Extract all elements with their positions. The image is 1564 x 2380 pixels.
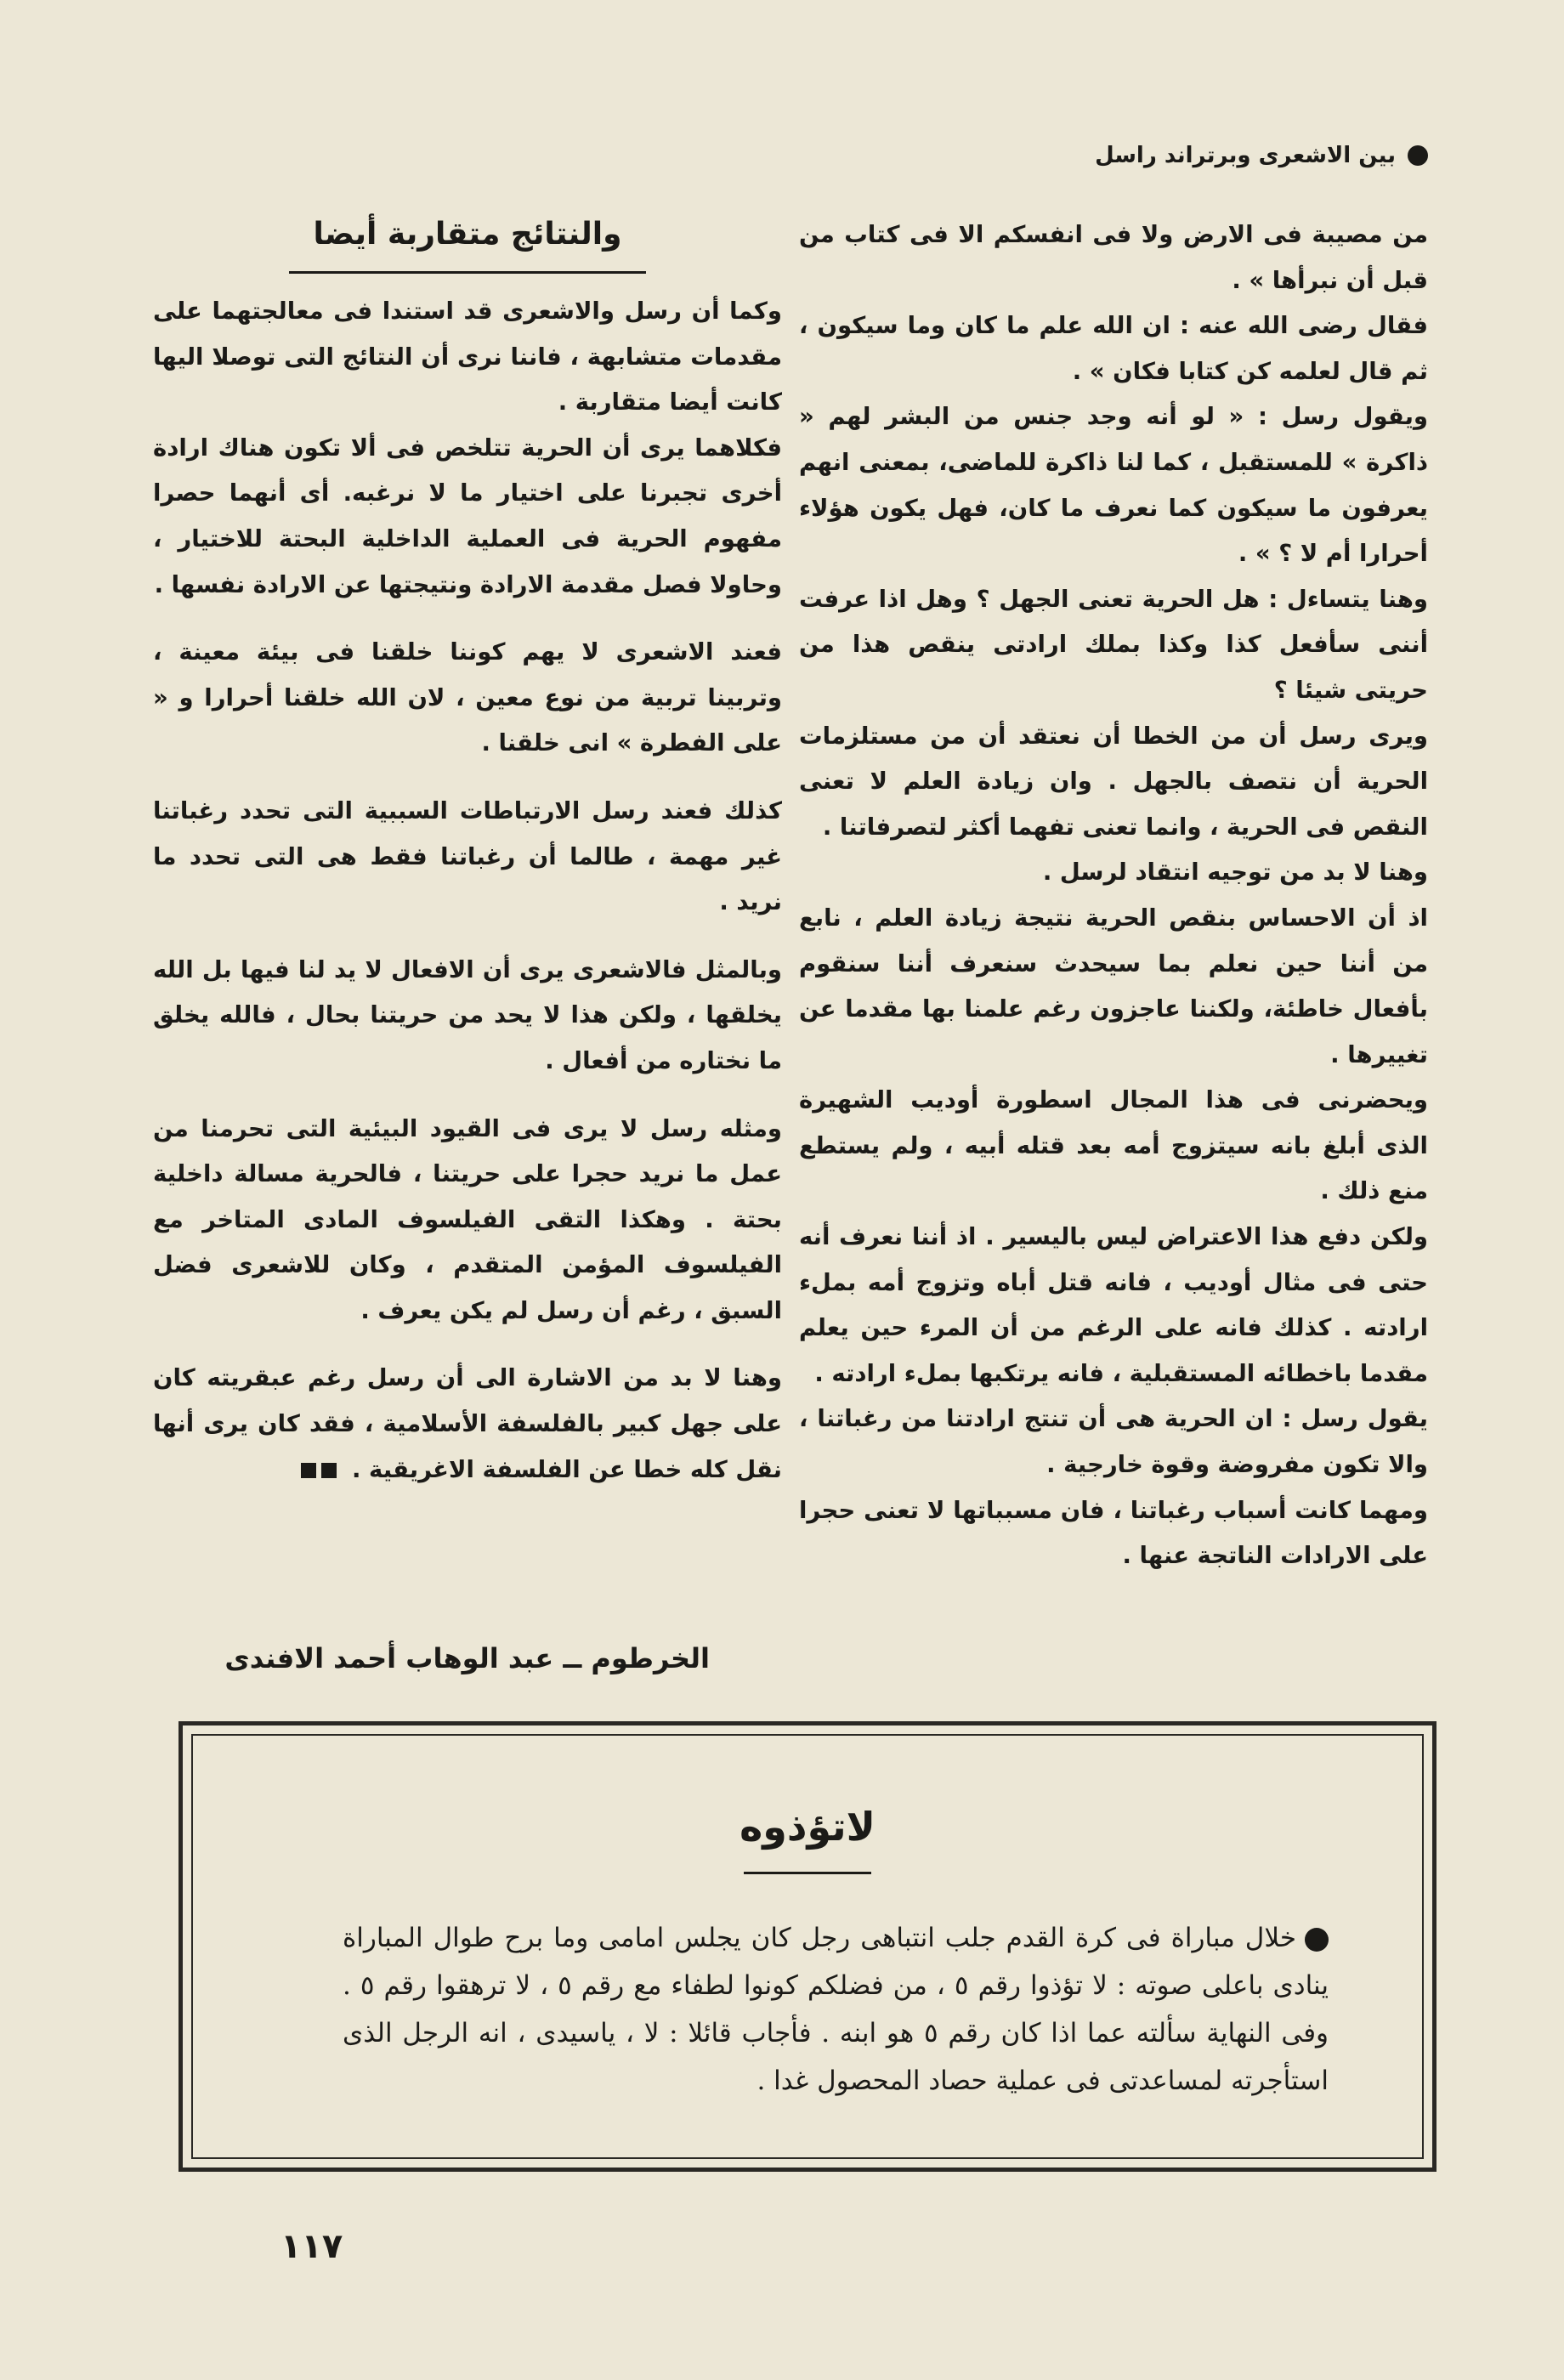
heading-underline <box>289 269 646 274</box>
paragraph: يقول رسل : ان الحرية هى أن تنتج ارادتنا من رغباتنا ، والا تكون مفروضة وقوة خارجية . <box>799 1405 1428 1479</box>
paragraph: وكما أن رسل والاشعرى قد استندا فى معالجتهما على مقدمات متشابهة ، فاننا نرى أن النتائج التى توصلا اليها كانت أيضا متقاربة . <box>153 298 782 416</box>
paragraph: ومثله رسل لا يرى فى القيود البيئية التى تحرمنا من عمل ما نريد حجرا على حريتنا ، فالحرية مسالة داخلية بحتة . وهكذا التقى الفيلسوف المادى المتاخر مع الفيلسوف المؤمن المتقدم ، وكان للاشعرى فضل السبق ، رغم أن رسل لم يكن يعرف . <box>153 1114 782 1324</box>
end-mark-icon <box>301 1463 337 1478</box>
anecdote-text-block <box>343 1914 1329 2105</box>
paragraph: وهنا لا بد من توجيه انتقاد لرسل . <box>1042 858 1428 887</box>
running-head <box>1095 143 1428 168</box>
paragraph: وهنا يتساءل : هل الحرية تعنى الجهل ؟ وهل اذا عرفت أننى سأفعل كذا وكذا بملك ارادتى ينقص هذا من حريتى شيئا ؟ <box>799 585 1428 704</box>
paragraph-last <box>153 1356 782 1493</box>
anecdote-text: خلال مباراة فى كرة القدم جلب انتباهى رجل كان يجلس امامى وما برح طوال المباراة ينادى باعلى صوته : لا تؤذوا رقم ٥ ، من فضلكم كونوا لطفاء مع رقم ٥ ، لا ترهقوا رقم ٥ . وفى النهاية سألته عما اذا كان رقم ٥ هو ابنه . فأجاب قائلا : لا ، ياسيدى ، انه الرجل الذى استأجرته لمساعدتى فى عملية حصاد المحصول غدا . <box>343 1923 1329 2096</box>
paragraph: ويقول رسل : « لو أنه وجد جنس من البشر لهم « ذاكرة » للمستقبل ، كما لنا ذاكرة للماضى، بمعنى انهم يعرفون ما سيكون كما نعرف ما كان، فهل يكون هؤلاء أحرارا أم لا ؟ » . <box>799 403 1428 568</box>
title-underline <box>744 1872 871 1874</box>
paragraph-text: وهنا لا بد من الاشارة الى أن رسل رغم عبقريته كان على جهل كبير بالفلسفة الأسلامية ، فقد كان يرى أنها نقل كله خطا عن الفلسفة الاغريقية . <box>153 1364 782 1483</box>
anecdote-box-inner <box>191 1734 1424 2159</box>
paragraph: وبالمثل فالاشعرى يرى أن الافعال لا يد لنا فيها بل الله يخلقها ، ولكن هذا لا يحد من حريتنا بحال ، فالله يخلق ما نختاره من أفعال . <box>153 955 782 1074</box>
paragraph: فعند الاشعرى لا يهم كوننا خلقنا فى بيئة معينة ، وتربينا تربية من نوع معين ، لان الله خلقنا أحرارا و « على الفطرة » انى خلقنا . <box>153 638 782 757</box>
paragraph: من مصيبة فى الارض ولا فى انفسكم الا فى كتاب من قبل أن نبرأها » . <box>799 221 1428 294</box>
page-number: ١١٧ <box>280 2227 343 2266</box>
bullet-icon <box>1408 145 1428 166</box>
left-column <box>153 212 782 1493</box>
author-signature: الخرطوم ــ عبد الوهاب أحمد الافندى <box>224 1642 710 1674</box>
paragraph: ولكن دفع هذا الاعتراض ليس باليسير . اذ أننا نعرف أنه حتى فى مثال أوديب ، فانه قتل أباه وتزوج أمه بملء ارادته . كذلك فانه على الرغم من أن المرء حين يعلم مقدما باخطائه المستقبلية ، فانه يرتكبها بملء ارادته . <box>799 1223 1428 1387</box>
bullet-icon <box>1305 1928 1329 1952</box>
paragraph: فقال رضى الله عنه : ان الله علم ما كان وما سيكون ، ثم قال لعلمه كن كتابا فكان » . <box>799 312 1428 385</box>
paragraph: ويحضرنى فى هذا المجال اسطورة أوديب الشهيرة الذى أبلغ بانه سيتزوج أمه بعد قتله أبيه ، ولم يستطع منع ذلك . <box>799 1086 1428 1205</box>
paragraph: اذ أن الاحساس بنقص الحرية نتيجة زيادة العلم ، نابع من أننا حين نعلم بما سيحدث سنعرف أننا سنقوم بأفعال خاطئة، ولكننا عاجزون رغم علمنا بها مقدما عن تغييرها . <box>799 904 1428 1068</box>
paragraph: فكلاهما يرى أن الحرية تتلخص فى ألا تكون هناك ارادة أخرى تجبرنا على اختيار ما لا نرغبه. أى أنهما حصرا مفهوم الحرية فى العملية الداخلية البحتة للاختيار ، وحاولا فصل مقدمة الارادة ونتيجتها عن الارادة نفسها . <box>153 434 782 598</box>
anecdote-box <box>178 1721 1436 2172</box>
paragraph: كذلك فعند رسل الارتباطات السببية التى تحدد رغباتنا غير مهمة ، طالما أن رغباتنا فقط هى التى تحدد ما نريد . <box>153 796 782 916</box>
running-head-text: بين الاشعرى وبرتراند راسل <box>1095 143 1396 168</box>
anecdote-title: لاتؤذوه <box>740 1804 876 1850</box>
paragraph: ويرى رسل أن من الخطا أن نعتقد أن من مستلزمات الحرية أن نتصف بالجهل . وان زيادة العلم لا تعنى النقص فى الحرية ، وانما تعنى تفهما أكثر لتصرفاتنا . <box>799 722 1428 841</box>
section-heading: والنتائج متقاربة أيضا <box>313 217 622 252</box>
right-column <box>799 212 1428 1579</box>
paragraph: ومهما كانت أسباب رغباتنا ، فان مسبباتها لا تعنى حجرا على الارادات الناتجة عنها . <box>799 1496 1428 1570</box>
